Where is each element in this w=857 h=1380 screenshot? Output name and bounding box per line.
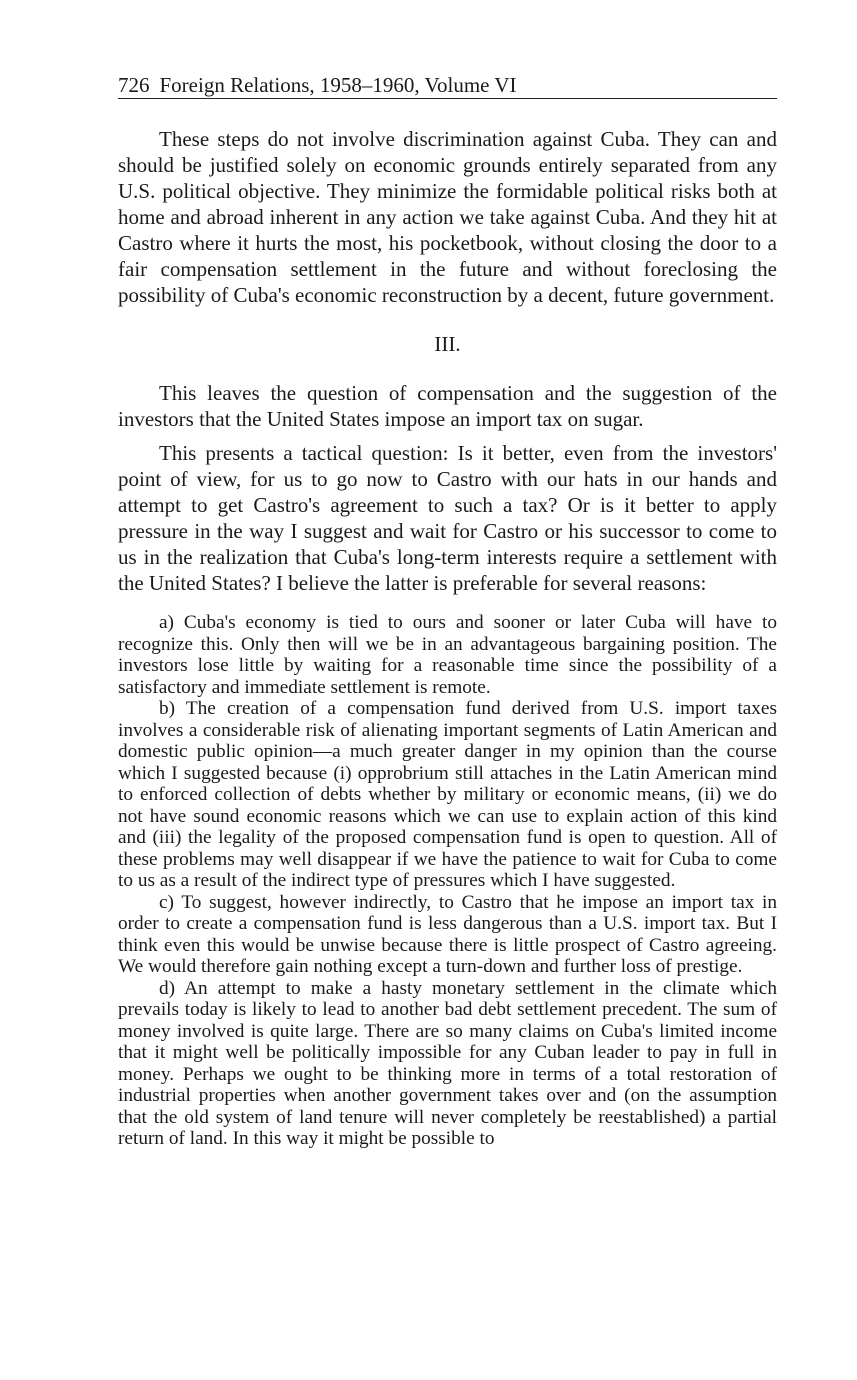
reason-item-c: c) To suggest, however indirectly, to Castro that he impose an import tax in order to create a compensation fund is less dangerous than a U.S. import tax. But I think even this would be unwise because there is little prospect of Castro agreeing. We would therefore gain nothing except a turn-down and further loss of prestige. bbox=[118, 891, 777, 977]
volume-title: Foreign Relations, 1958–1960, Volume VI bbox=[159, 73, 517, 97]
body-paragraph: This presents a tactical question: Is it better, even from the investors' point of view, for us to go now to Castro with our hats in our hands and attempt to get Castro's agreement to such a tax? Or is it better to apply pressure in the way I suggest and wait for Castro or his successor to come to us in the realization that Cuba's long-term interests require a settlement with the United States? I believe the latter is preferable for several reasons: bbox=[118, 441, 777, 595]
reason-item-d: d) An attempt to make a hasty monetary settlement in the climate which prevails today is likely to lead to another bad debt settlement precedent. The sum of money involved is quite large. There are so many claims on Cuba's limited income that it might well be politically impossible for any Cuban leader to pay in full in money. Perhaps we ought to be thinking more in terms of a total restoration of industrial properties when another government takes over and (on the assumption that the old system of land tenure will never completely be reestablished) a partial return of land. In this way it might be possible to bbox=[118, 977, 777, 1149]
reasons-list bbox=[118, 612, 777, 1150]
reason-item-b: b) The creation of a compensation fund derived from U.S. import taxes involves a considerable risk of alienating important segments of Latin American and domestic public opinion—a much greater danger in my opinion than the course which I suggested because (i) opprobrium still attaches in the Latin American mind to enforced collection of debts whether by military or economic means, (ii) we do not have sound economic reasons which we can use to explain action of this kind and (iii) the legality of the proposed compensation fund is open to question. All of these problems may well disappear if we have the patience to wait for Cuba to come to us as a result of the indirect type of pressures which I have suggested. bbox=[118, 698, 777, 891]
document-body bbox=[118, 126, 777, 1150]
body-paragraph: This leaves the question of compensation and the suggestion of the investors that the United States impose an import tax on sugar. bbox=[118, 381, 777, 431]
reason-item-a: a) Cuba's economy is tied to ours and sooner or later Cuba will have to recognize this. Only then will we be in an advantageous bargaining position. The investors lose little by waiting for a reasonable time since the possibility of a satisfactory and immediate settlement is remote. bbox=[118, 612, 777, 698]
running-head bbox=[118, 72, 777, 99]
section-heading: III. bbox=[434, 332, 461, 356]
body-paragraph: These steps do not involve discrimination against Cuba. They can and should be justified solely on economic grounds entirely separated from any U.S. political objective. They minimize the formidable political risks both at home and abroad inherent in any action we take against Cuba. And they hit at Castro where it hurts the most, his pocketbook, without closing the door to a fair compensation settlement in the future and without foreclosing the possibility of Cuba's economic reconstruction by a decent, future government. bbox=[118, 127, 777, 307]
page-number: 726 bbox=[118, 73, 150, 97]
